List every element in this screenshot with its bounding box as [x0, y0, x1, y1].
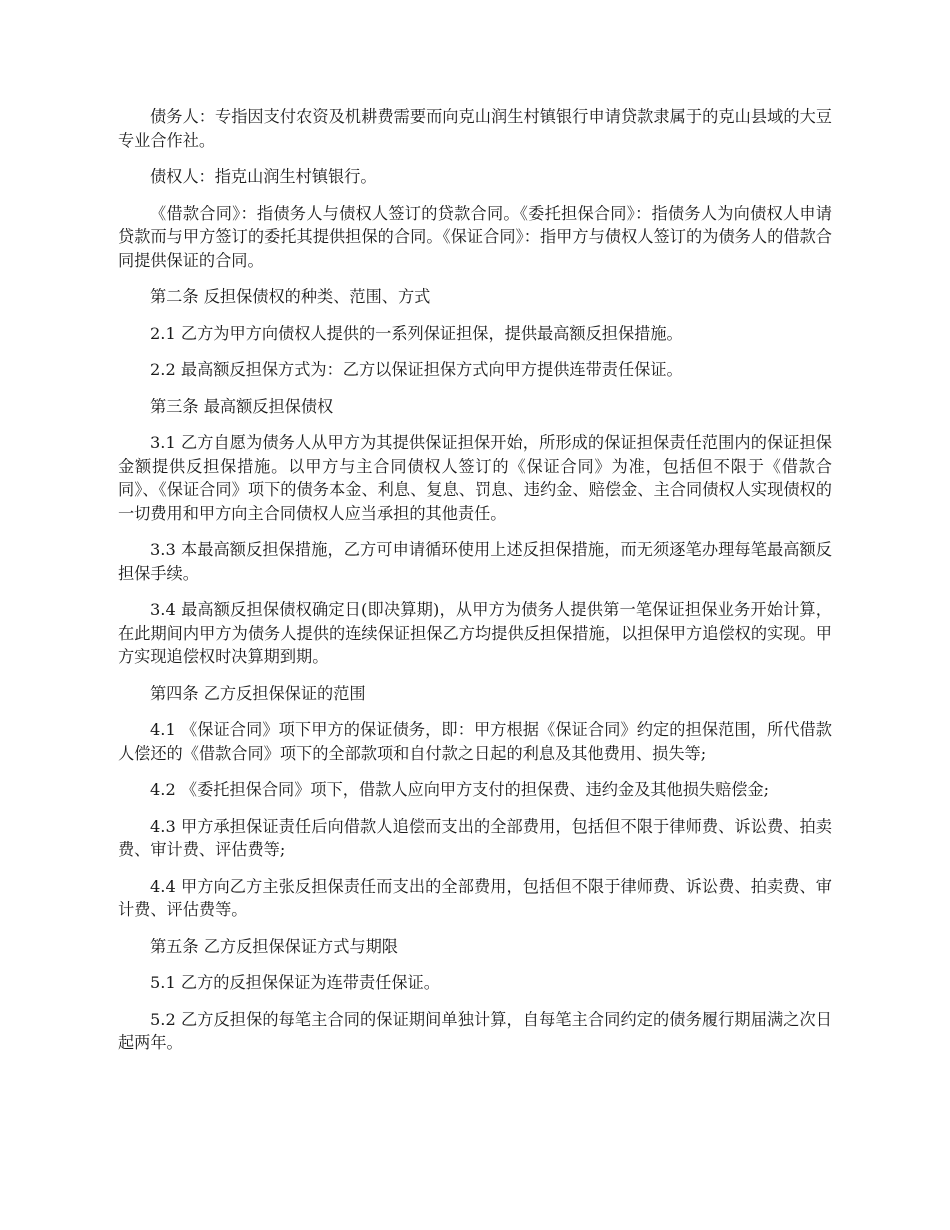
clause-4-3: 4.3 甲方承担保证责任后向借款人追偿而支出的全部费用，包括但不限于律师费、诉讼费、拍卖费、审计费、评估费等; [118, 816, 832, 859]
clause-5-1: 5.1 乙方的反担保保证为连带责任保证。 [150, 973, 440, 992]
clause-3-4: 3.4 最高额反担保债权确定日(即决算期)，从甲方为债务人提供第一笔保证担保业务开始计算，在此期间内甲方为债务人提供的连续保证担保乙方均提供反担保措施，以担保甲方追偿权的实现。甲方实现追偿权时决算期到期。 [118, 600, 832, 666]
clause-4-4: 4.4 甲方向乙方主张反担保责任而支出的全部费用，包括但不限于律师费、诉讼费、拍卖费、审计费、评估费等。 [118, 876, 832, 919]
article-3-heading: 第三条 最高额反担保债权 [150, 396, 334, 416]
clause-5-2: 5.2 乙方反担保的每笔主合同的保证期间单独计算，自每笔主合同约定的债务履行期届满之次日起两年。 [118, 1009, 832, 1052]
article-4-heading: 第四条 乙方反担保保证的范围 [150, 683, 366, 703]
article-2-heading: 第二条 反担保债权的种类、范围、方式 [150, 287, 431, 306]
definition-contracts: 《借款合同》：指债务人与债权人签订的贷款合同。《委托担保合同》：指债务人为向债权人申请贷款而与甲方签订的委托其提供担保的合同。《保证合同》：指甲方与债权人签订的为债务人的借款合同提供保证的合同。 [118, 203, 832, 270]
clause-3-3: 3.3 本最高额反担保措施，乙方可申请循环使用上述反担保措施，而无须逐笔办理每笔最高额反担保手续。 [118, 540, 832, 583]
clause-2-2: 2.2 最高额反担保方式为：乙方以保证担保方式向甲方提供连带责任保证。 [150, 360, 683, 379]
clause-4-1: 4.1 《保证合同》项下甲方的保证债务，即：甲方根据《保证合同》约定的担保范围，所代借款人偿还的《借款合同》项下的全部款项和自付款之日起的利息及其他费用、损失等; [118, 720, 832, 763]
definition-creditor: 债权人：指克山润生村镇银行。 [150, 167, 377, 186]
clause-3-1: 3.1 乙方自愿为债务人从甲方为其提供保证担保开始，所形成的保证担保责任范围内的保证担保金额提供反担保措施。以甲方与主合同债权人签订的《保证合同》为准，包括但不限于《借款合同》、《保证合同》项下的债务本金、利息、复息、罚息、违约金、赔偿金、主合同债权人实现债权的一切费用和甲方向主合同债权人应当承担的其他责任。 [118, 433, 832, 523]
clause-2-1: 2.1 乙方为甲方向债权人提供的一系列保证担保，提供最高额反担保措施。 [150, 323, 683, 343]
definition-debtor: 债务人：专指因支付农资及机耕费需要而向克山润生村镇银行申请贷款隶属于的克山县域的大豆专业合作社。 [118, 107, 832, 150]
clause-4-2: 4.2 《委托担保合同》项下，借款人应向甲方支付的担保费、违约金及其他损失赔偿金; [150, 780, 770, 799]
article-5-heading: 第五条 乙方反担保保证方式与期限 [150, 936, 398, 956]
